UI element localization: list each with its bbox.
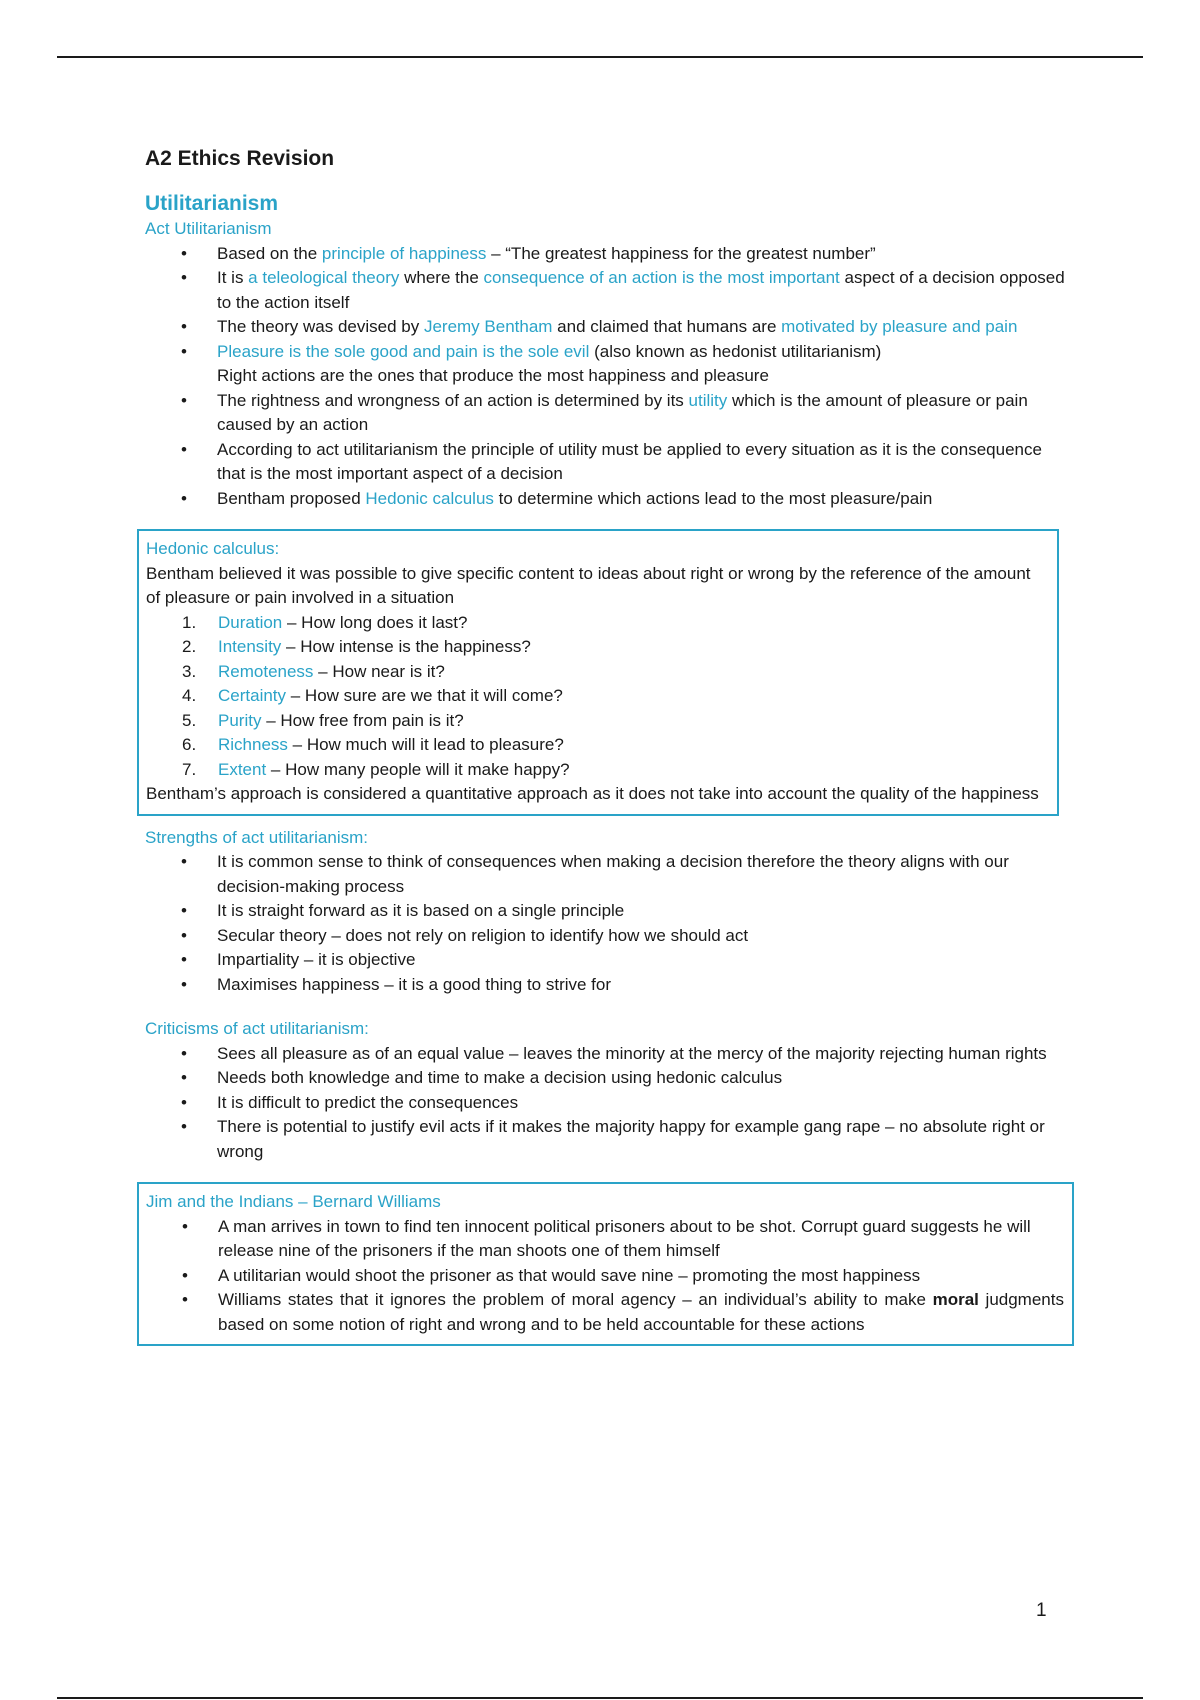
list-item: • Maximises happiness – it is a good thing to strive for [217, 973, 1065, 998]
page-number: 1 [1036, 1600, 1047, 1621]
list-item: • The theory was devised by Jeremy Bentham and claimed that humans are motivated by pleasure and pain [217, 315, 1065, 340]
list-item: • Pleasure is the sole good and pain is the sole evil (also known as hedonist utilitarianism) Right actions are the ones that produce the most happiness and pleasure [217, 340, 1065, 389]
list-item: • It is a teleological theory where the consequence of an action is the most important aspect of a decision opposed to the action itself [217, 266, 1065, 315]
list-item: • Secular theory – does not rely on religion to identify how we should act [217, 924, 1065, 949]
list-item: 5. Purity – How free from pain is it? [182, 710, 464, 730]
strengths-list [145, 850, 1065, 997]
list-item: • Impartiality – it is objective [217, 948, 1065, 973]
list-item: • There is potential to justify evil acts if it makes the majority happy for example gang rape – no absolute right or wrong [217, 1115, 1065, 1164]
hedonic-intro: Bentham believed it was possible to give specific content to ideas about right or wrong by the reference of the amount of pleasure or pain involved in a situation [146, 563, 1031, 607]
list-item: • The rightness and wrongness of an action is determined by its utility which is the amount of pleasure or pain caused by an action [217, 389, 1065, 438]
header-rule [57, 56, 1143, 58]
list-item: • It is difficult to predict the consequences [217, 1091, 1065, 1116]
list-item: • It is common sense to think of consequences when making a decision therefore the theory aligns with our decision-making process [217, 850, 1065, 899]
list-item: • According to act utilitarianism the principle of utility must be applied to every situation as it is the consequence that is the most important aspect of a decision [217, 438, 1065, 487]
list-item: 6. Richness – How much will it lead to pleasure? [182, 735, 564, 754]
list-item: 3. Remoteness – How near is it? [182, 661, 445, 681]
document-title: A2 Ethics Revision [145, 147, 335, 170]
jim-title: Jim and the Indians – Bernard Williams [146, 1192, 441, 1211]
page-content [145, 145, 1065, 1346]
footer-rule [57, 1697, 1143, 1699]
criticisms-list [145, 1042, 1065, 1165]
list-item: 2. Intensity – How intense is the happiness? [182, 637, 531, 656]
hedonic-calculus-title: Hedonic calculus: [146, 539, 280, 558]
hedonic-outro: Bentham’s approach is considered a quantitative approach as it does not take into account the quality of the happiness [146, 784, 1039, 803]
list-item: 4. Certainty – How sure are we that it will come? [182, 686, 563, 705]
list-item: • A man arrives in town to find ten innocent political prisoners about to be shot. Corrupt guard suggests he will release nine of the prisoners if the man shoots one of them himself [218, 1215, 1064, 1264]
list-item: • It is straight forward as it is based on a single principle [217, 899, 1065, 924]
list-item: • Sees all pleasure as of an equal value – leaves the minority at the mercy of the majority rejecting human rights [217, 1042, 1065, 1067]
jim-list [146, 1215, 1064, 1338]
strengths-title: Strengths of act utilitarianism: [145, 827, 368, 847]
act-utilitarianism-list [145, 242, 1065, 512]
hedonic-calculus-box [137, 529, 1059, 816]
list-item: 1. Duration – How long does it last? [182, 612, 468, 632]
hedonic-criteria-list [146, 611, 1049, 783]
list-item: • Based on the principle of happiness – “The greatest happiness for the greatest number” [217, 242, 1065, 267]
criticisms-title: Criticisms of act utilitarianism: [145, 1019, 369, 1038]
list-item: • A utilitarian would shoot the prisoner as that would save nine – promoting the most happiness [218, 1264, 1064, 1289]
subsection-title: Act Utilitarianism [145, 219, 272, 238]
list-item: • Williams states that it ignores the problem of moral agency – an individual’s ability to make moral judgments based on some notion of right and wrong and to be held accountable for these actions [218, 1288, 1064, 1337]
list-item: • Bentham proposed Hedonic calculus to determine which actions lead to the most pleasure/pain [217, 487, 1065, 512]
list-item: 7. Extent – How many people will it make happy? [182, 759, 570, 779]
section-title: Utilitarianism [145, 192, 279, 215]
jim-and-the-indians-box [137, 1182, 1074, 1346]
list-item: • Needs both knowledge and time to make a decision using hedonic calculus [217, 1066, 1065, 1091]
